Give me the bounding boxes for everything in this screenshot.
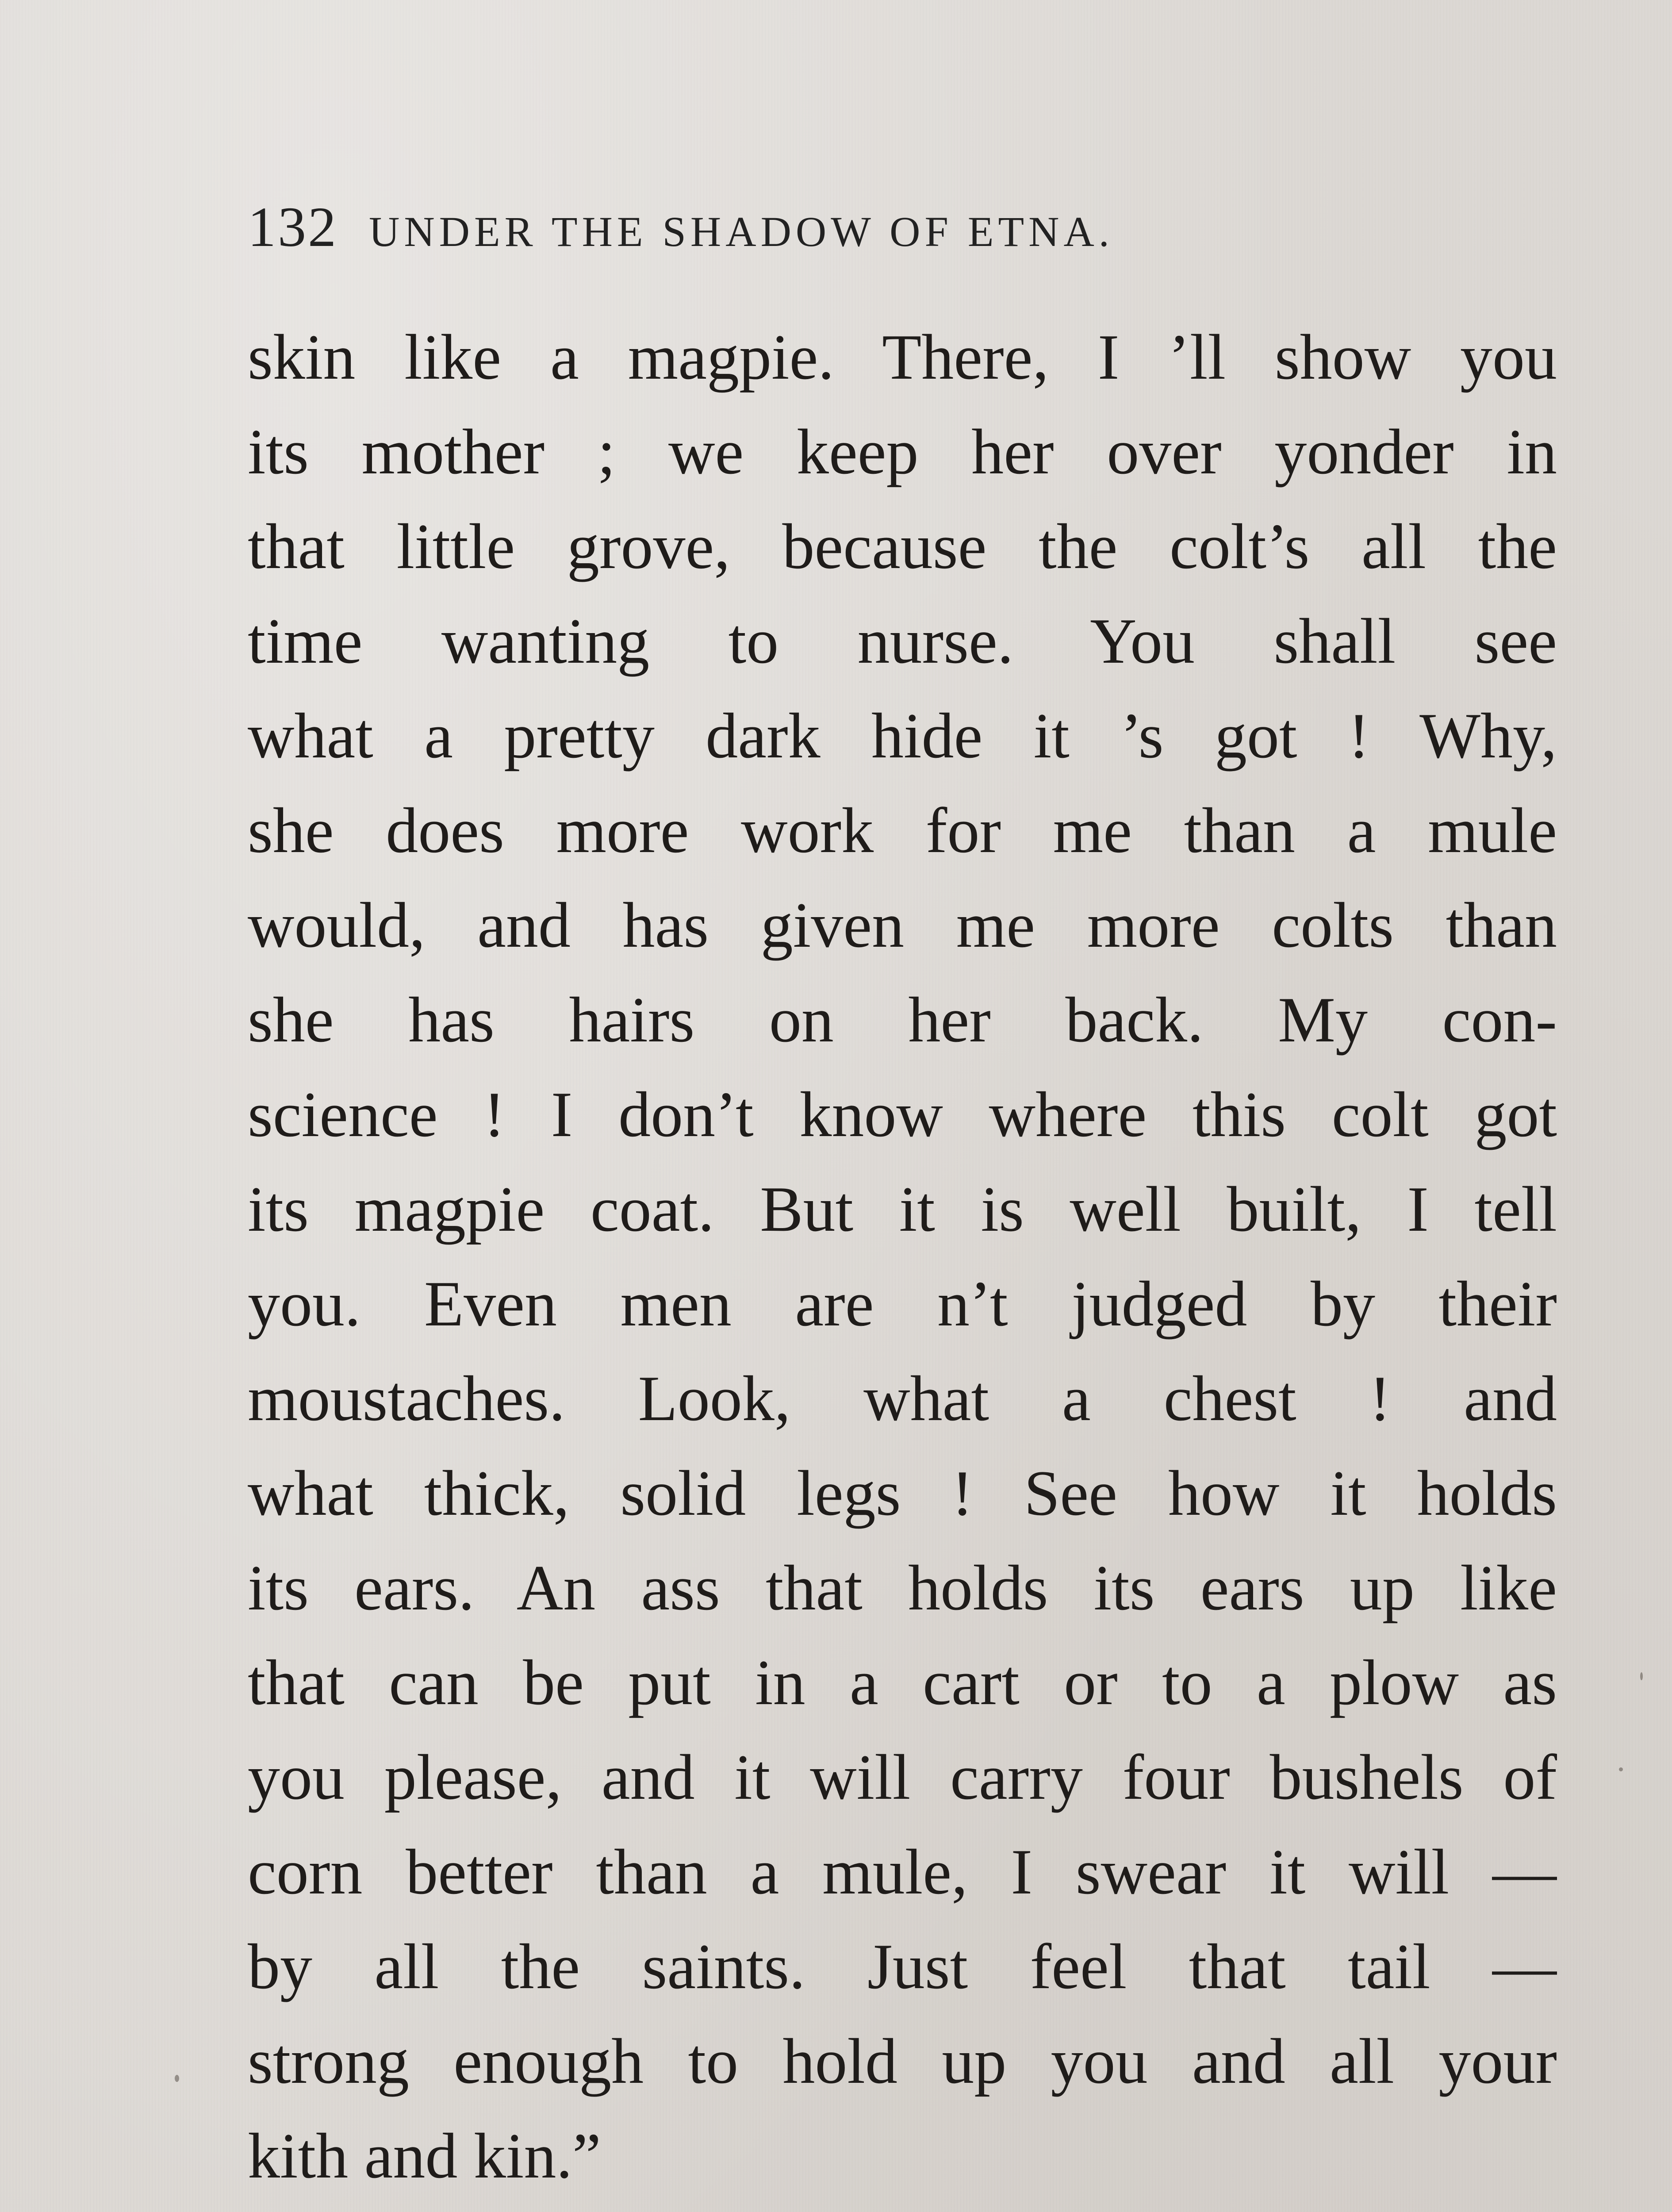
text-line: what thick, solid legs ! See how it holds [248,1457,1557,1529]
text-line: that can be put in a cart or to a plow as [248,1647,1557,1718]
book-title: UNDER THE SHADOW OF ETNA. [369,208,1114,255]
text-line: science ! I don’t know where this colt got [248,1079,1557,1150]
body-text [248,310,1557,2212]
page-number: 132 [248,196,338,258]
text-line: by all the saints. Just feel that tail — [248,1931,1557,2002]
paper-speck [1619,1767,1623,1771]
text-line: you. Even men are n’t judged by their [248,1268,1557,1340]
text-line: you please, and it will carry four bushels of [248,1741,1557,1813]
text-line: would, and has given me more colts than [248,889,1557,961]
text-line: its magpie coat. But it is well built, I tell [248,1173,1557,1245]
text-line: corn better than a mule, I swear it will — [248,1836,1557,1908]
running-head [248,195,1557,265]
text-line: kith and kin.” [248,2120,601,2192]
text-line: what a pretty dark hide it ’s got ! Why, [248,700,1557,772]
text-line: strong enough to hold up you and all your [248,2025,1557,2097]
paper-speck [175,2075,179,2082]
text-line: she has hairs on her back. My con- [248,984,1557,1056]
text-line: time wanting to nurse. You shall see [248,605,1557,677]
text-line: she does more work for me than a mule [248,795,1557,866]
text-line: skin like a magpie. There, I ’ll show you [248,321,1557,393]
paper-speck [1640,1672,1643,1680]
text-line: its mother ; we keep her over yonder in [248,416,1557,488]
text-line [248,2203,1557,2212]
text-line: moustaches. Look, what a chest ! and [248,1363,1557,1434]
text-line: that little grove, because the colt’s all the [248,511,1557,582]
text-line: its ears. An ass that holds its ears up like [248,1552,1557,1624]
